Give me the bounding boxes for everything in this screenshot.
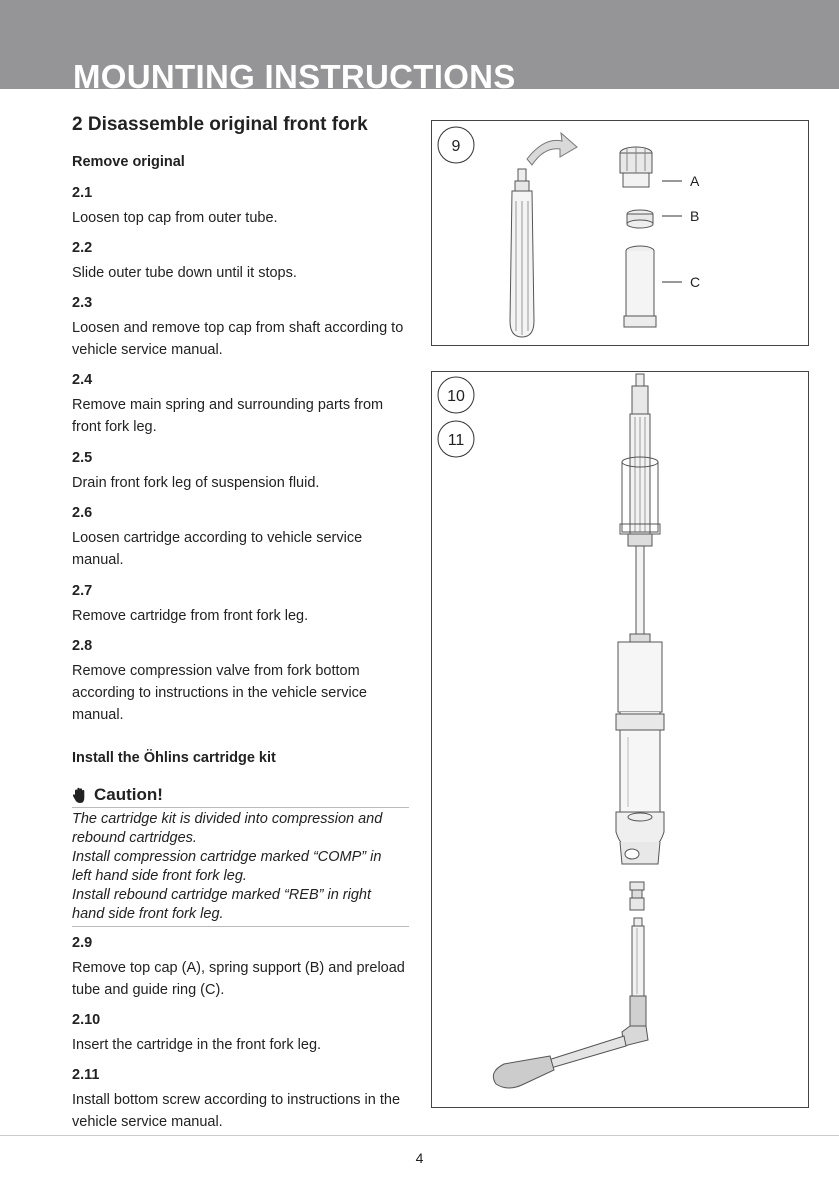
- caution-line: The cartridge kit is divided into compression and: [72, 811, 383, 827]
- caution-line: left hand side front fork leg.: [72, 868, 247, 884]
- step-text: Loosen top cap from outer tube.: [72, 210, 278, 226]
- step-number: 2.9: [72, 935, 93, 951]
- step-2-1: [72, 182, 412, 229]
- caution-line: rebound cartridges.: [72, 830, 197, 846]
- figure-number: 11: [447, 432, 465, 449]
- install-heading: Install the Öhlins cartridge kit: [72, 750, 276, 766]
- caution-text: [72, 808, 409, 926]
- step-number: 2.11: [72, 1067, 100, 1083]
- step-number: 2.3: [72, 295, 93, 311]
- cartridge-illustration: [628, 374, 652, 648]
- step-text: Remove main spring and surrounding parts from front fork leg.: [72, 397, 384, 435]
- preload-tube-illustration: [624, 246, 656, 327]
- top-cap-illustration: [620, 147, 652, 187]
- fork-leg-illustration: [510, 169, 534, 337]
- step-2-3: [72, 292, 412, 361]
- step-number: 2.4: [72, 372, 93, 388]
- step-text: Loosen and remove top cap from shaft according to vehicle service manual.: [72, 320, 404, 358]
- step-2-10: [72, 1009, 412, 1056]
- step-2-9: [72, 932, 412, 1001]
- step-number: 2.10: [72, 1012, 101, 1028]
- step-number: 2.5: [72, 450, 93, 466]
- caution-line: Install compression cartridge marked “COMP” in: [72, 849, 382, 865]
- spring-support-illustration: [627, 210, 653, 228]
- caution-heading: [72, 784, 409, 806]
- curved-arrow-icon: [527, 133, 577, 165]
- bottom-screw-illustration: [630, 882, 644, 910]
- step-2-11: [72, 1064, 412, 1133]
- figure-number-badge: [438, 377, 474, 413]
- step-text: Slide outer tube down until it stops.: [72, 265, 297, 281]
- step-text: Insert the cartridge in the front fork leg.: [72, 1037, 322, 1053]
- tool-illustration: [493, 918, 648, 1088]
- step-text: Install bottom screw according to instructions in the vehicle service manual.: [72, 1092, 401, 1130]
- step-text: Remove top cap (A), spring support (B) and preload tube and guide ring (C).: [72, 960, 405, 998]
- step-2-8: [72, 635, 412, 726]
- step-text: Remove cartridge from front fork leg.: [72, 608, 309, 624]
- label-b: B: [690, 208, 700, 224]
- step-2-2: [72, 237, 412, 284]
- caution-line: hand side front fork leg.: [72, 906, 224, 922]
- step-number: 2.1: [72, 185, 93, 201]
- step-number: 2.2: [72, 240, 93, 256]
- footer-divider: [0, 1135, 839, 1136]
- step-text: Loosen cartridge according to vehicle service manual.: [72, 530, 363, 568]
- step-number: 2.7: [72, 583, 93, 599]
- page-title: MOUNTING INSTRUCTIONS: [73, 58, 516, 89]
- caution-box: [72, 784, 409, 927]
- figure-number: 9: [451, 138, 461, 155]
- section-title: 2 Disassemble original front fork: [72, 114, 368, 135]
- figure-number-badge: [438, 127, 474, 163]
- header-band: [0, 0, 839, 89]
- step-2-5: [72, 447, 412, 494]
- figure-number: 10: [447, 388, 465, 405]
- caution-title: Caution!: [94, 785, 163, 804]
- remove-heading: Remove original: [72, 154, 185, 170]
- step-2-6: [72, 502, 412, 571]
- step-number: 2.8: [72, 638, 93, 654]
- label-a: A: [690, 173, 700, 189]
- step-text: Remove compression valve from fork bottom according to instructions in the vehicle service manual.: [72, 663, 367, 723]
- figure-number-badge: [438, 421, 474, 457]
- step-text: Drain front fork leg of suspension fluid.: [72, 475, 320, 491]
- hand-icon: [72, 787, 88, 804]
- step-number: 2.6: [72, 505, 93, 521]
- step-2-4: [72, 369, 412, 438]
- step-2-7: [72, 580, 412, 627]
- label-c: C: [690, 274, 701, 290]
- page-number: 4: [415, 1150, 424, 1166]
- figure-9: [431, 120, 809, 346]
- caution-line: Install rebound cartridge marked “REB” in right: [72, 887, 371, 903]
- figure-10-11: [431, 371, 809, 1108]
